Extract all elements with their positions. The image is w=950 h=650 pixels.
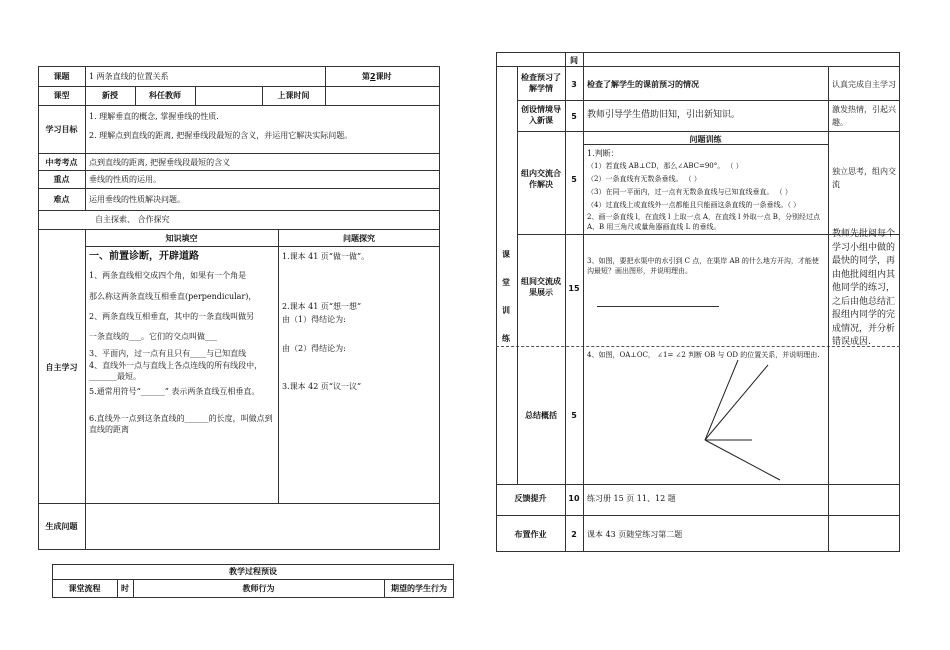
- question-4: 4、如图，OA⊥OC， ∠1= ∠2 判断 OB 与 OD 的位置关系，并说明理由.: [587, 351, 820, 359]
- teacher-preview: 检查了解学生的课前预习的情况: [587, 80, 699, 89]
- teacher-feedback: 练习册 15 页 11、12 题: [587, 494, 676, 503]
- inquiry-1: 1.课本 41 页“做一做”。: [282, 252, 370, 261]
- stage-preview: 检查预习了解学情: [521, 73, 561, 93]
- goal-2: 2. 理解点到直线的距离, 把握垂线段最短的含义，并运用它解决实际问题。: [89, 131, 353, 140]
- inquiry-2: 2.课本 41 页“想一想”: [282, 302, 362, 311]
- knowledge-1: 1、两条直线相交成四个角，如果有一个角是: [89, 271, 247, 280]
- teacher-intro: 教师引导学生借助旧知，引出新知识。: [587, 110, 741, 120]
- process-header-teacher: 教师行为: [242, 584, 275, 593]
- section-title: 一、前置诊断，开辟道路: [89, 251, 199, 262]
- knowledge-7: 5.通常用符号“______” 表示两条直线互相垂直。: [89, 387, 260, 396]
- student-group: 独立思考，组内交流: [832, 167, 896, 189]
- class-training-label: 课 堂 训 练: [502, 250, 510, 343]
- key-label: 重点: [53, 175, 70, 184]
- time-summary: 5: [571, 411, 577, 420]
- judge-title: 1.判断：: [587, 149, 619, 158]
- canal-line: [597, 306, 719, 307]
- student-preview: 认真完成自主学习: [832, 80, 896, 89]
- knowledge-3: 2、两条直线互相垂直，其中的一条直线叫做另: [89, 312, 255, 321]
- self-study-label: 自主学习: [45, 363, 78, 372]
- time-feedback: 10: [568, 494, 580, 503]
- student-intro: 激发热情，引起兴趣。: [832, 105, 896, 127]
- stage-group: 组内交流合作解决: [521, 169, 561, 189]
- hard-label: 难点: [53, 195, 70, 204]
- process-header-time: 时: [121, 584, 129, 593]
- knowledge-5: 3、平面内，过一点有且只有____与已知直线: [89, 349, 247, 358]
- inquiry-5: 3.课本 42 页“议一议”: [282, 382, 362, 391]
- process-title: 教学过程预设: [229, 567, 277, 576]
- judge-2: （2）一条直线有无数条垂线。 （ ）: [587, 175, 701, 183]
- judge-4: （4）过直线上或直线外一点都能且只能画这条直线的一条垂线。（ ）: [587, 201, 801, 209]
- knowledge-2: 那么称这两条直线互相垂直(perpendicular)，: [89, 292, 257, 301]
- lesson-number: 第2课时: [362, 72, 392, 81]
- stage-showcase: 组间交流成果展示: [521, 277, 561, 297]
- inquiry-header: 问题探究: [343, 234, 375, 243]
- stage-intro: 创设情境导入新课: [521, 105, 561, 125]
- time-group: 5: [571, 175, 577, 184]
- inquiry-4: 由（2）得结论为:: [282, 344, 346, 353]
- type-value: 新授: [102, 91, 118, 100]
- inquiry-3: 由（1）得结论为:: [282, 315, 346, 324]
- angle-figure: [700, 355, 800, 485]
- method-text: 自主探索、 合作探究: [95, 215, 170, 224]
- stage-homework: 布置作业: [514, 530, 547, 539]
- stage-feedback: 反馈提升: [514, 494, 547, 503]
- time-homework: 2: [571, 530, 577, 539]
- right-top-header: 间: [570, 56, 578, 65]
- judge-1: （1）若直线 AB⊥CD，那么∠ABC=90°。 （ ）: [587, 162, 743, 170]
- teacher-homework: 课本 43 页随堂练习第二题: [587, 530, 683, 539]
- key-value: 垂线的性质的运用。: [89, 175, 161, 184]
- goal-1: 1. 理解垂直的概念, 掌握垂线的性质.: [89, 112, 219, 121]
- teacher-label: 科任教师: [149, 91, 181, 100]
- hard-value: 运用垂线的性质解决问题。: [89, 195, 185, 204]
- goals-label: 学习目标: [45, 125, 78, 134]
- training-title: 问题训练: [689, 135, 722, 144]
- question-2: 2、画一条直线 l，在直线 l 上取一点 A，在直线 l 外取一点 B，分别经过点 A、B 用三角尺或量角器画直线 L 的垂线。: [587, 213, 820, 231]
- knowledge-header: 知识填空: [165, 234, 198, 243]
- knowledge-8: 6.直线外一点到这条直线的______的长度，叫做点到直线的距离: [89, 414, 273, 434]
- problems-label: 生成问题: [45, 522, 78, 531]
- question-3: 3、如图，要把水渠中的水引到 C 点，在渠岸 AB 的什么地方开沟，才能使沟最短？画出图形，并说明理由。: [587, 257, 819, 275]
- knowledge-4: 一条直线的___。它们的交点叫做___: [89, 332, 217, 341]
- time-showcase: 15: [568, 284, 580, 293]
- process-header-student: 期望的学生行为: [391, 584, 447, 593]
- type-label: 课型: [53, 91, 70, 100]
- stage-summary: 总结概括: [525, 411, 557, 420]
- knowledge-6: 4、直线外一点与直线上各点连线的所有线段中，_______最短。: [89, 361, 263, 381]
- topic-label: 课题: [53, 72, 70, 81]
- student-showcase: 教师先批阅每个学习小组中做的最快的同学，再由他批阅组内其他同学的练习，之后由他总结汇报组内同学的完成情况，并分析错误成因.: [832, 229, 896, 347]
- time-label: 上课时间: [277, 91, 310, 100]
- exam-label: 中考考点: [45, 158, 78, 167]
- process-header-flow: 课堂流程: [68, 584, 101, 593]
- topic-value: 1 两条直线的位置关系: [89, 72, 169, 81]
- time-preview: 3: [571, 80, 577, 89]
- time-intro: 5: [571, 112, 577, 121]
- judge-3: （3）在同一平面内，过一点有无数条直线与已知直线垂直。 （ ）: [587, 188, 792, 196]
- exam-value: 点到直线的距离, 把握垂线段最短的含义: [89, 158, 231, 167]
